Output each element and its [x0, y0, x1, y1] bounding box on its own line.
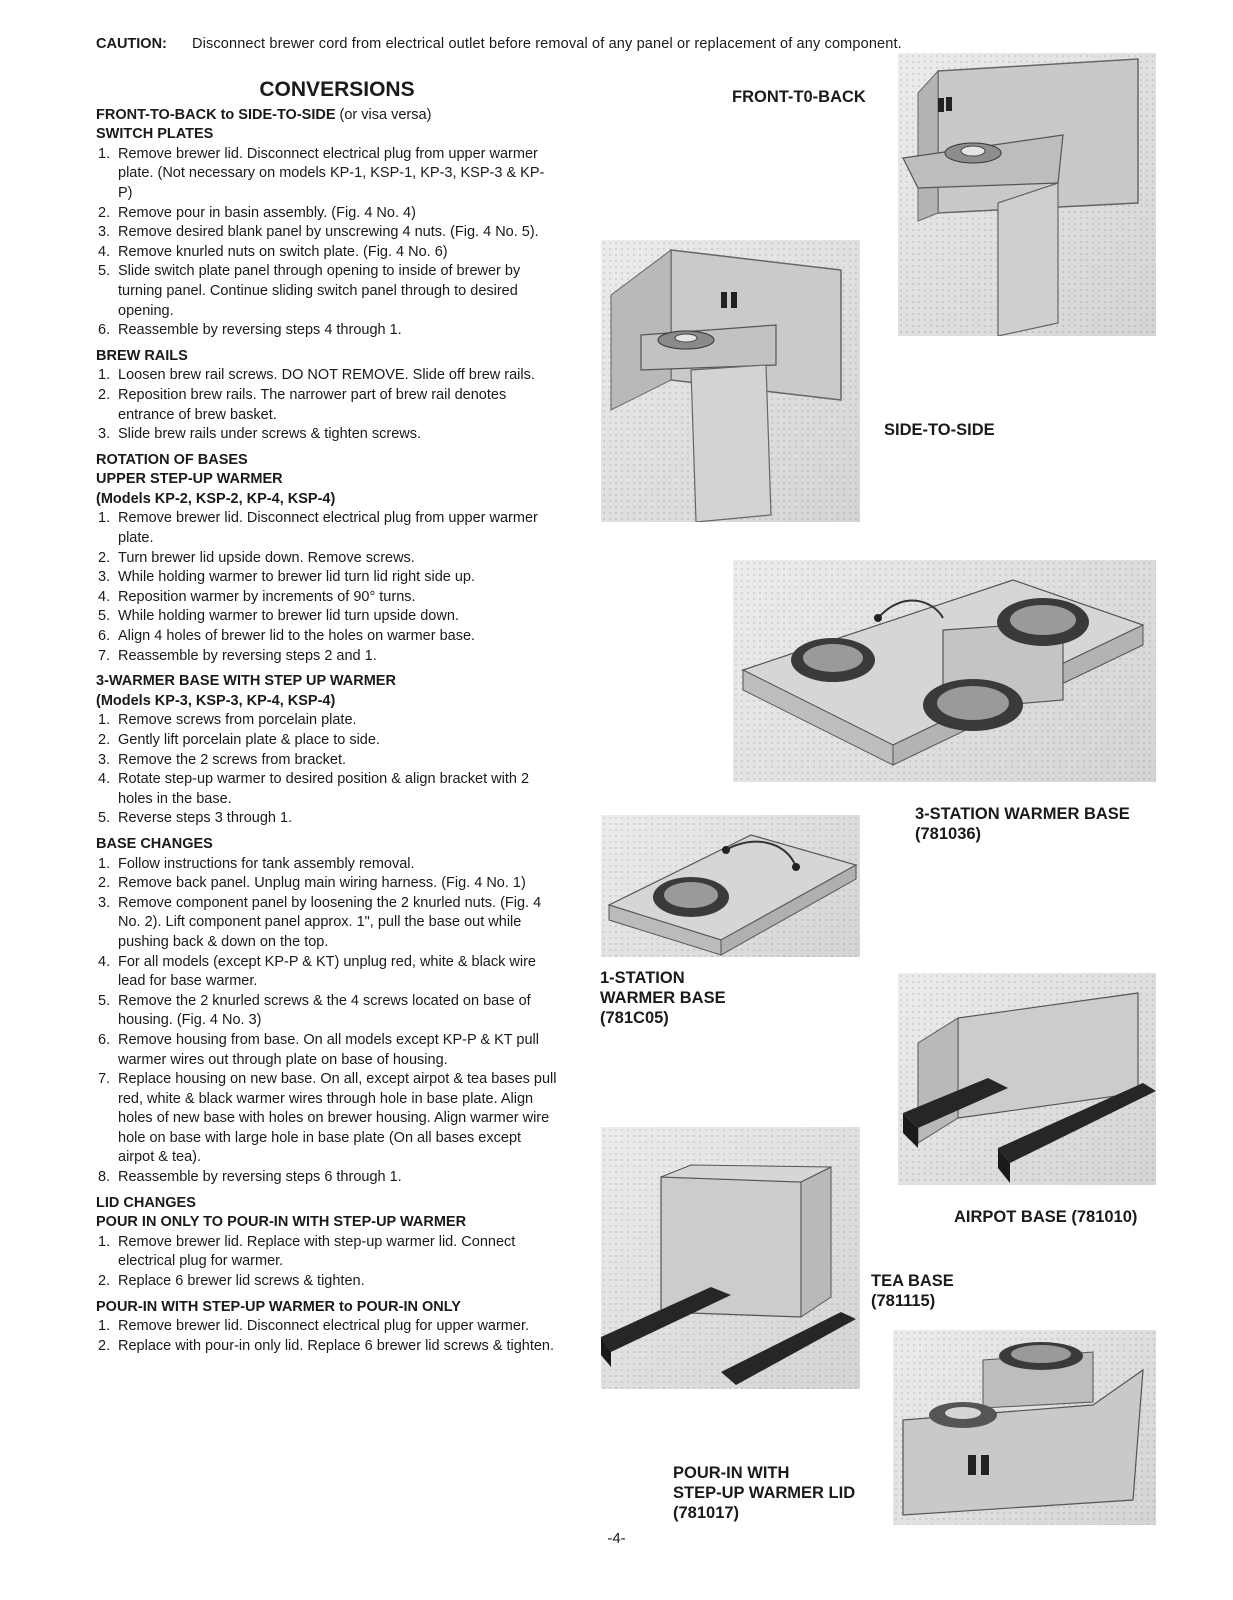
step-text: Reassemble by reversing steps 4 through 1. [118, 322, 402, 339]
step-item [96, 751, 558, 771]
step-text: Remove brewer lid. Disconnect electrical plug from upper warmer plate. (Not necessary on models KP-1, KSP-1, KP-3, KSP-3 & KP-P) [118, 145, 545, 201]
step-number: 3. [98, 569, 111, 586]
step-text: Remove component panel by loosening the 2 knurled nuts. (Fig. 4 No. 2). Lift component panel approx. 1", pull the base out while pushing back & down on the top. [118, 894, 542, 950]
step-number: 5. [98, 810, 111, 827]
photo-side-to-side [601, 240, 860, 522]
step-text: Reposition warmer by increments of 90° turns. [118, 588, 416, 605]
step-number: 8. [98, 1169, 111, 1186]
step-number: 6. [98, 628, 111, 645]
section-heading-bold: UPPER STEP-UP WARMER [96, 471, 283, 488]
section-heading [96, 106, 558, 126]
instruction-section [96, 672, 558, 829]
step-number: 2. [98, 1337, 111, 1354]
step-item [96, 1337, 558, 1357]
caption-1-station-line-2: WARMER BASE [600, 989, 726, 1007]
step-text: Slide brew rails under screws & tighten screws. [118, 426, 422, 443]
page-number: -4- [607, 1530, 626, 1547]
caption-front-to-back: FRONT-T0-BACK [732, 88, 866, 106]
section-heading [96, 125, 558, 145]
step-item [96, 1233, 558, 1272]
step-number: 2. [98, 875, 111, 892]
section-heading [96, 692, 558, 712]
caption-pourin-line-1: POUR-IN WITH [673, 1464, 790, 1482]
step-text: Remove the 2 screws from bracket. [118, 751, 347, 768]
step-text: Gently lift porcelain plate & place to side. [118, 732, 380, 748]
step-item [96, 855, 558, 875]
step-item [96, 1168, 558, 1188]
caption-pourin-line-2: STEP-UP WARMER LID [673, 1484, 856, 1502]
step-item [96, 145, 558, 204]
step-item [96, 509, 558, 548]
caption-3-station-line-1: 3-STATION WARMER BASE [915, 805, 1130, 823]
photo-pour-in-step-up-warmer-lid [893, 1330, 1156, 1525]
step-item [96, 607, 558, 627]
step-item [96, 809, 558, 829]
step-item [96, 243, 558, 263]
step-text: Remove brewer lid. Disconnect electrical plug for upper warmer. [118, 1318, 530, 1335]
caption-1-station-warmer-base [600, 968, 726, 1028]
section-heading-bold: (Models KP-3, KSP-3, KP-4, KSP-4) [96, 692, 336, 709]
caption-tea-base [871, 1271, 954, 1311]
step-text: Remove back panel. Unplug main wiring harness. (Fig. 4 No. 1) [118, 875, 526, 892]
step-text: Remove brewer lid. Replace with step-up warmer lid. Connect electrical plug for warmer. [118, 1233, 516, 1270]
step-item [96, 1070, 558, 1168]
step-item [96, 549, 558, 569]
sections-container [96, 106, 558, 1357]
step-item [96, 953, 558, 992]
section-heading-bold: ROTATION OF BASES [96, 451, 248, 468]
step-number: 7. [98, 1071, 111, 1088]
section-heading-bold: (Models KP-2, KSP-2, KP-4, KSP-4) [96, 490, 336, 507]
step-number: 2. [98, 732, 111, 748]
photo-3-station-warmer-base [733, 560, 1156, 782]
step-number: 6. [98, 1031, 111, 1048]
step-text: Remove screws from porcelain plate. [118, 712, 357, 729]
step-number: 1. [98, 1233, 111, 1250]
step-text: Remove housing from base. On all models except KP-P & KT pull warmer wires out through plate on base of housing. [118, 1031, 539, 1068]
photo-1-station-warmer-base [601, 815, 860, 957]
step-text: While holding warmer to brewer lid turn upside down. [118, 608, 459, 625]
step-number: 3. [98, 751, 111, 768]
step-number: 4. [98, 243, 111, 260]
step-number: 3. [98, 426, 111, 443]
section-heading-bold: LID CHANGES [96, 1194, 196, 1211]
section-heading [96, 490, 558, 510]
step-list [96, 855, 558, 1188]
step-item [96, 223, 558, 243]
step-text: Remove brewer lid. Disconnect electrical plug from upper warmer plate. [118, 510, 538, 547]
section-heading-bold: POUR IN ONLY TO POUR-IN WITH STEP-UP WARMER [96, 1214, 467, 1231]
step-item [96, 731, 558, 751]
caption-1-station-line-3: (781C05) [600, 1009, 669, 1027]
caution-note [96, 36, 908, 53]
step-number: 3. [98, 894, 111, 911]
step-list [96, 509, 558, 666]
instructions-column [96, 80, 558, 1362]
step-number: 2. [98, 549, 111, 566]
step-item [96, 874, 558, 894]
section-heading-bold: BREW RAILS [96, 347, 188, 364]
step-list [96, 366, 558, 444]
step-item [96, 386, 558, 425]
photo-front-to-back [898, 53, 1156, 336]
section-heading-bold: BASE CHANGES [96, 835, 213, 852]
step-item [96, 1272, 558, 1292]
step-item [96, 1031, 558, 1070]
step-number: 1. [98, 1318, 111, 1335]
caption-pour-in-step-up-warmer-lid [673, 1463, 855, 1523]
step-item [96, 425, 558, 445]
section-heading [96, 1298, 558, 1318]
step-number: 1. [98, 510, 111, 527]
instruction-section [96, 835, 558, 1188]
caption-airpot-base: AIRPOT BASE (781010) [954, 1208, 1138, 1226]
step-text: Align 4 holes of brewer lid to the holes on warmer base. [118, 628, 476, 645]
step-number: 7. [98, 647, 111, 664]
step-item [96, 321, 558, 341]
section-heading [96, 470, 558, 490]
step-text: Reassemble by reversing steps 2 and 1. [118, 647, 377, 664]
caution-label: CAUTION: [96, 36, 167, 52]
section-heading [96, 451, 558, 471]
instruction-section [96, 347, 558, 445]
caption-tea-line-2: (781115) [871, 1292, 936, 1310]
section-heading-bold: POUR-IN WITH STEP-UP WARMER to POUR-IN ONLY [96, 1298, 461, 1315]
step-item [96, 366, 558, 386]
section-heading [96, 1213, 558, 1233]
instruction-section [96, 106, 558, 341]
step-item [96, 894, 558, 953]
step-text: Replace 6 brewer lid screws & tighten. [118, 1273, 365, 1290]
instruction-section [96, 451, 558, 667]
step-text: Follow instructions for tank assembly removal. [118, 855, 415, 872]
step-text: Remove pour in basin assembly. (Fig. 4 No. 4) [118, 204, 416, 221]
section-heading-bold: FRONT-TO-BACK to SIDE-TO-SIDE [96, 106, 336, 123]
step-item [96, 992, 558, 1031]
step-text: Rotate step-up warmer to desired position & align bracket with 2 holes in the base. [118, 771, 530, 807]
step-list [96, 711, 558, 829]
step-number: 1. [98, 367, 111, 384]
step-text: Remove desired blank panel by unscrewing 4 nuts. (Fig. 4 No. 5). [118, 224, 539, 241]
step-number: 5. [98, 608, 111, 625]
section-heading-bold: SWITCH PLATES [96, 126, 214, 143]
step-number: 4. [98, 771, 111, 788]
photo-airpot-base [898, 973, 1156, 1185]
section-heading [96, 835, 558, 855]
step-number: 1. [98, 712, 111, 729]
step-item [96, 568, 558, 588]
step-number: 4. [98, 588, 111, 605]
step-number: 6. [98, 322, 111, 339]
section-heading [96, 1194, 558, 1214]
step-text: Slide switch plate panel through opening to inside of brewer by turning panel. Continue sliding switch panel through to desired opening. [118, 263, 521, 319]
step-text: For all models (except KP-P & KT) unplug red, white & black wire lead for base warmer. [118, 953, 536, 990]
caution-text: Disconnect brewer cord from electrical outlet before removal of any panel or replacement of any component. [192, 36, 902, 52]
step-text: Replace with pour-in only lid. Replace 6 brewer lid screws & tighten. [118, 1337, 555, 1354]
step-number: 5. [98, 263, 111, 280]
caption-pourin-line-3: (781017) [673, 1504, 740, 1522]
caption-side-to-side: SIDE-TO-SIDE [884, 421, 995, 439]
step-list [96, 1233, 558, 1292]
step-number: 4. [98, 953, 111, 970]
step-item [96, 1317, 558, 1337]
step-number: 1. [98, 145, 111, 162]
step-text: While holding warmer to brewer lid turn lid right side up. [118, 569, 476, 586]
step-item [96, 262, 558, 321]
section-heading [96, 672, 558, 692]
step-number: 2. [98, 386, 111, 403]
step-text: Turn brewer lid upside down. Remove screws. [118, 549, 415, 566]
section-heading [96, 347, 558, 367]
step-item [96, 711, 558, 731]
step-text: Reposition brew rails. The narrower part of brew rail denotes entrance of brew basket. [118, 386, 507, 423]
step-list [96, 1317, 558, 1356]
step-number: 3. [98, 224, 111, 241]
step-item [96, 204, 558, 224]
step-text: Reverse steps 3 through 1. [118, 810, 293, 827]
step-number: 5. [98, 992, 111, 1009]
caption-3-station-line-2: (781036) [915, 825, 982, 843]
step-item [96, 627, 558, 647]
caption-3-station-warmer-base [915, 804, 1130, 844]
step-number: 1. [98, 855, 111, 872]
caption-tea-line-1: TEA BASE [871, 1272, 954, 1290]
step-number: 2. [98, 1273, 111, 1290]
step-list [96, 145, 558, 341]
instruction-section [96, 1298, 558, 1357]
step-text: Reassemble by reversing steps 6 through 1. [118, 1169, 402, 1186]
caption-1-station-line-1: 1-STATION [600, 969, 685, 987]
section-heading-note: (or visa versa) [335, 106, 432, 123]
page-title: CONVERSIONS [259, 78, 415, 101]
step-item [96, 588, 558, 608]
instruction-section [96, 1194, 558, 1292]
step-text: Replace housing on new base. On all, except airpot & tea bases pull red, white & black warmer wires through hole in base plate. Align holes of new base with holes on brewer housing. Align warmer wire hole on base with large hole in base plate (On all bases except airpot & tea). [118, 1071, 557, 1166]
step-text: Remove knurled nuts on switch plate. (Fig. 4 No. 6) [118, 243, 448, 260]
photo-tea-base [601, 1127, 860, 1389]
step-text: Loosen brew rail screws. DO NOT REMOVE. Slide off brew rails. [118, 367, 535, 384]
step-item [96, 770, 558, 809]
step-number: 2. [98, 204, 111, 221]
section-heading-bold: 3-WARMER BASE WITH STEP UP WARMER [96, 673, 396, 690]
step-item [96, 647, 558, 667]
step-text: Remove the 2 knurled screws & the 4 screws located on base of housing. (Fig. 4 No. 3) [118, 992, 531, 1029]
